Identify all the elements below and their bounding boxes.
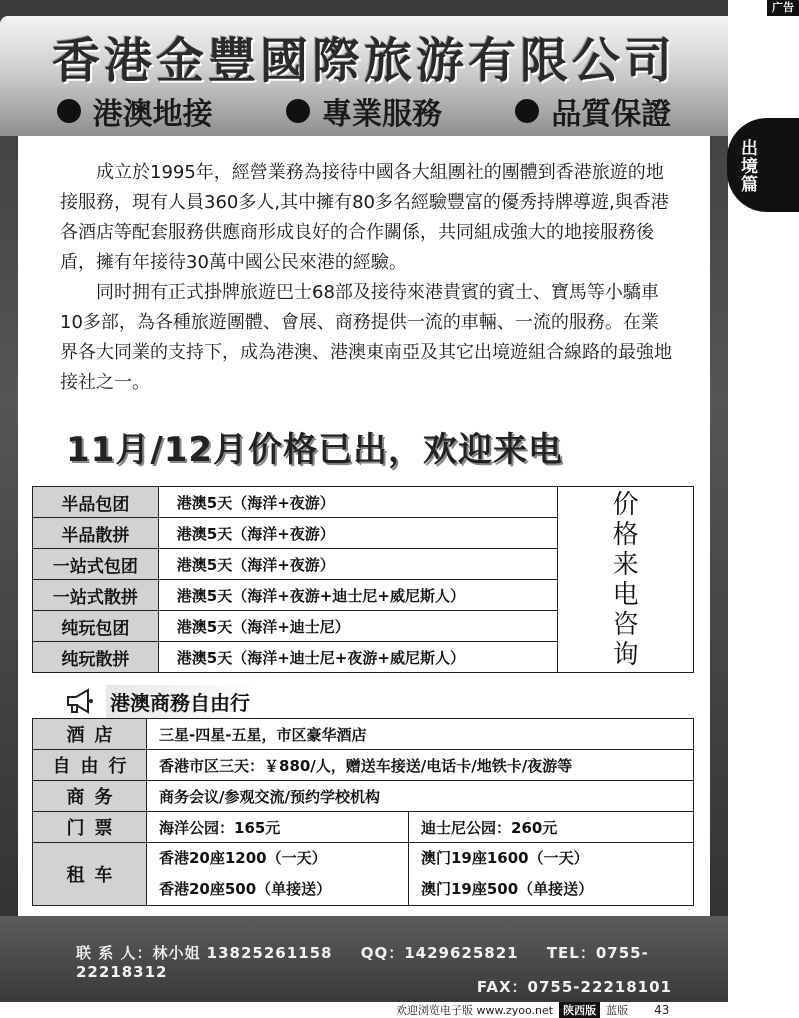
price-announcement: 11月/12月价格已出，欢迎来电 xyxy=(66,430,564,470)
slogan-row xyxy=(0,88,728,134)
color-edition: 蓝版 xyxy=(606,1003,629,1017)
edition-badge: 陕西版 xyxy=(559,1002,600,1018)
ocean-park-ticket: 海洋公园：165元 xyxy=(147,812,409,843)
package-name: 半品散拼 xyxy=(33,518,159,549)
section-tab-char: 篇 xyxy=(741,175,758,195)
bullet-icon xyxy=(57,99,81,123)
table-row xyxy=(33,719,694,750)
hotel-value: 三星-四星-五星，市区豪华酒店 xyxy=(147,719,694,750)
hk-car-day: 香港20座1200（一天） xyxy=(159,849,327,867)
package-route: 港澳5天（海洋+夜游） xyxy=(158,487,557,518)
macau-car-day: 澳门19座1600（一天） xyxy=(421,849,589,867)
business-table xyxy=(32,718,694,906)
page-number: 43 xyxy=(654,1002,670,1017)
table-row xyxy=(33,843,694,906)
contact-fax: FAX：0755-22218101 xyxy=(476,978,672,996)
package-name: 一站式包团 xyxy=(33,549,159,580)
company-name: 香港金豐國際旅游有限公司 xyxy=(51,33,676,89)
table-row xyxy=(33,812,694,843)
section-tab-char: 境 xyxy=(741,157,758,177)
header-banner xyxy=(0,16,728,136)
package-route: 港澳5天（海洋+迪士尼+夜游+威尼斯人） xyxy=(158,642,557,673)
package-name: 半品包团 xyxy=(33,487,159,518)
contact-tel: TEL：0755-22218312 xyxy=(76,944,649,981)
table-row xyxy=(33,487,694,518)
company-intro xyxy=(60,158,676,398)
table-row xyxy=(33,781,694,812)
table-row xyxy=(33,750,694,781)
hotel-label: 酒店 xyxy=(33,719,147,750)
commerce-value: 商务会议/参观交流/预约学校机构 xyxy=(147,781,694,812)
slogan-text: 專業服務 xyxy=(321,97,442,132)
ad-tag: 广告 xyxy=(767,0,799,16)
megaphone-icon xyxy=(64,688,96,714)
commerce-label: 商务 xyxy=(33,781,147,812)
package-table xyxy=(32,486,694,673)
package-name: 纯玩包团 xyxy=(33,611,159,642)
contact-qq: QQ：1429625821 xyxy=(360,944,519,962)
tickets-label: 门票 xyxy=(33,812,147,843)
contact-footer xyxy=(0,916,728,1002)
contact-person: 联 系 人：林小姐 13825261158 xyxy=(76,944,333,962)
package-name: 纯玩散拼 xyxy=(33,642,159,673)
package-route: 港澳5天（海洋+夜游） xyxy=(158,518,557,549)
package-name: 一站式散拼 xyxy=(33,580,159,611)
content-panel xyxy=(18,136,710,916)
slogan-text: 品質保證 xyxy=(551,97,672,132)
package-route: 港澳5天（海洋+迪士尼） xyxy=(158,611,557,642)
slogan-item xyxy=(286,89,442,133)
price-note-text: 价格来电咨询 xyxy=(612,489,639,670)
intro-paragraph: 同时拥有正式掛牌旅遊巴士68部及接待來港貴賓的賓士、寶馬等小驕車10多部，為各種旅遊團體、會展、商務提供一流的車輛、一流的服務。在業界各大同業的支持下，成為港澳、港澳東南亞及其它出境遊組合線路的最強地接社之一。 xyxy=(60,282,672,393)
bullet-icon xyxy=(515,99,539,123)
free-travel-label: 自由行 xyxy=(33,750,147,781)
macau-car-transfer: 澳门19座500（单接送） xyxy=(421,880,594,898)
disney-ticket: 迪士尼公园：260元 xyxy=(409,812,694,843)
business-section-title xyxy=(64,684,260,718)
hk-car-transfer: 香港20座500（单接送） xyxy=(159,880,332,898)
section-tab xyxy=(727,118,799,212)
bullet-icon xyxy=(286,99,310,123)
business-title-text: 港澳商務自由行 xyxy=(106,685,260,718)
macau-car-rental xyxy=(409,843,694,906)
intro-paragraph: 成立於1995年，經營業務為接待中國各大組團社的團體到香港旅遊的地接服務，現有人員360多人,其中擁有80多名經驗豐富的優秀持牌導遊,與香港各酒店等配套服務供應商形成良好的合作關係，共同組成強大的地接服務後盾，擁有年接待30萬中國公民來港的經驗。 xyxy=(60,162,669,273)
welcome-text[interactable]: 欢迎浏览电子版 www.zyoo.net xyxy=(396,1003,554,1017)
slogan-item xyxy=(57,89,213,133)
price-note xyxy=(558,487,694,673)
package-route: 港澳5天（海洋+夜游） xyxy=(158,549,557,580)
slogan-item xyxy=(515,89,671,133)
hk-car-rental xyxy=(147,843,409,906)
free-travel-value: 香港市区三天：￥880/人，赠送车接送/电话卡/地铁卡/夜游等 xyxy=(147,750,694,781)
slogan-text: 港澳地接 xyxy=(92,97,213,132)
section-tab-char: 出 xyxy=(741,139,758,159)
package-route: 港澳5天（海洋+夜游+迪士尼+威尼斯人） xyxy=(158,580,557,611)
bottom-bar xyxy=(396,1002,669,1017)
car-rental-label: 租车 xyxy=(33,843,147,906)
